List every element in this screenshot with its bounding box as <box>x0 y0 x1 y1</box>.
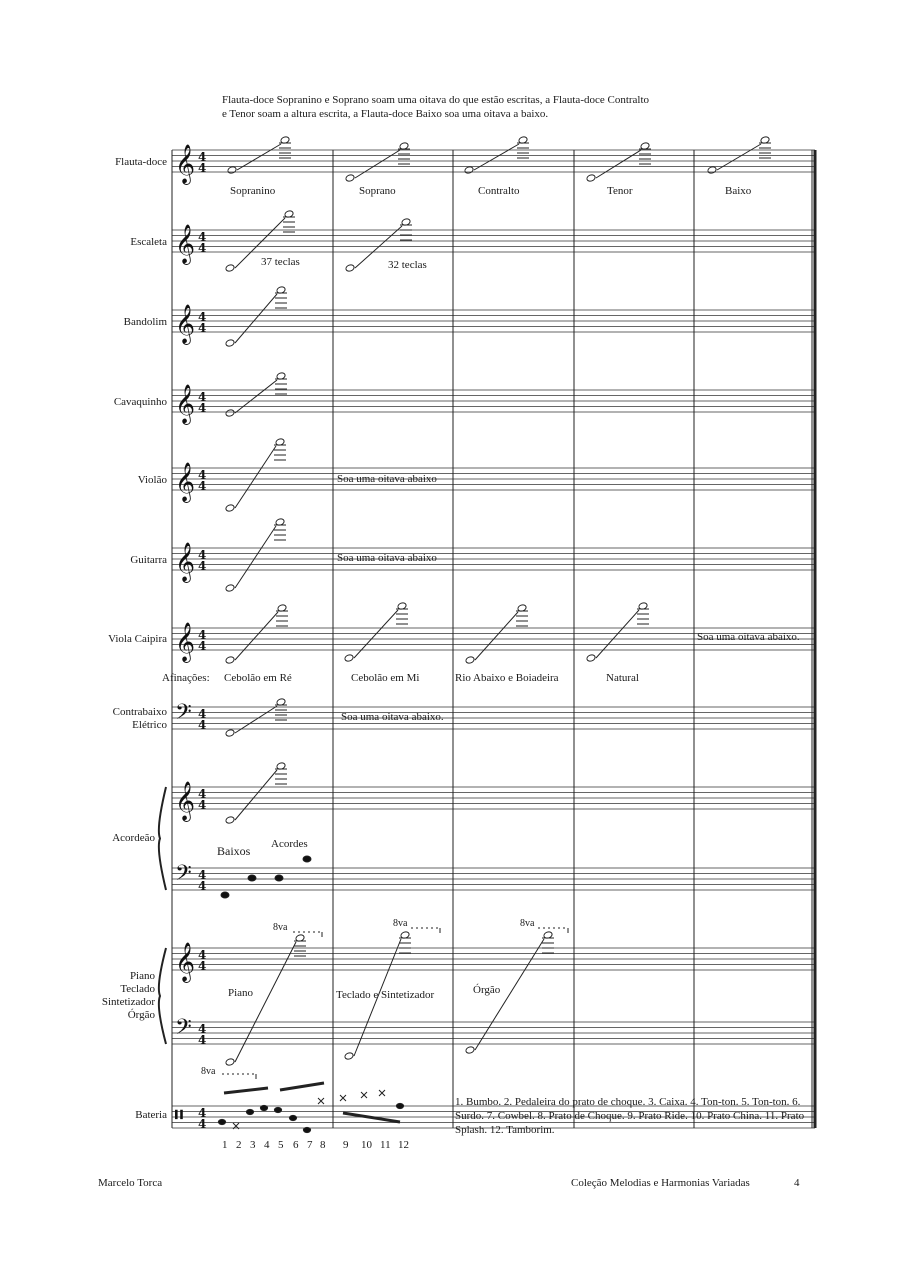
footer-author: Marcelo Torca <box>98 1177 163 1189</box>
drum-note <box>218 1119 225 1124</box>
staff <box>172 548 815 570</box>
header-note <box>222 93 649 121</box>
kbd-teclado-sintetizador: Teclado e Sintetizador <box>336 989 435 1001</box>
range-line <box>354 610 398 658</box>
low-note <box>225 816 235 825</box>
clef-symbol: 𝄞 <box>175 304 196 344</box>
low-note <box>345 264 355 273</box>
drum-number: 5 <box>278 1139 284 1151</box>
time-signature: 4 <box>198 559 207 573</box>
ottava-mark-2: 8va <box>393 918 408 929</box>
range-line <box>235 612 278 660</box>
ottava-mark-1: 8va <box>273 922 288 933</box>
drum-number: 4 <box>264 1139 270 1151</box>
time-signature: 4 <box>198 390 207 404</box>
label-escaleta: Escaleta <box>130 236 167 248</box>
drum-note <box>274 1107 281 1112</box>
low-note <box>225 584 235 593</box>
label-sintetizador: Sintetizador <box>101 996 155 1008</box>
low-note <box>344 1052 354 1061</box>
low-note <box>465 1046 475 1055</box>
time-signature: 4 <box>198 479 207 493</box>
drum-number: 12 <box>398 1139 409 1151</box>
range-line <box>235 446 276 508</box>
staff <box>172 787 815 809</box>
time-signature: 4 <box>198 310 207 324</box>
label-teclado: Teclado <box>120 983 155 995</box>
acordeao-baixos: Baixos <box>217 844 251 858</box>
time-signature: 4 <box>198 1033 207 1047</box>
label-contrabaixo: Contrabaixo <box>112 706 167 718</box>
label-orgao: Órgão <box>127 1009 155 1021</box>
drum-note <box>260 1105 267 1110</box>
range-line <box>596 150 641 178</box>
time-signature: 4 <box>198 718 207 732</box>
low-note <box>225 264 235 273</box>
drum-beam <box>224 1088 268 1093</box>
drum-number: 10 <box>361 1139 372 1151</box>
drum-note <box>289 1115 296 1120</box>
drum-cymbal <box>318 1098 324 1104</box>
guitarra-oitava-abaixo: Soa uma oitava abaixo <box>337 552 437 564</box>
time-signature: 4 <box>198 628 207 642</box>
drum-cymbal <box>361 1092 367 1098</box>
drum-number: 1 <box>222 1139 228 1151</box>
low-note <box>586 654 596 663</box>
drum-note <box>246 1109 253 1114</box>
time-signature: 4 <box>198 150 207 164</box>
time-signature: 4 <box>198 787 207 801</box>
note-37-teclas: 37 teclas <box>261 256 300 268</box>
header-line-1: Flauta-doce Sopranino e Soprano soam uma oitava do que estão escritas, a Flauta-doce Contralto <box>222 94 650 106</box>
label-cavaquinho: Cavaquinho <box>113 396 167 408</box>
time-signature: 4 <box>198 1106 207 1120</box>
label-acordeao: Acordeão <box>112 832 155 844</box>
range-line <box>596 610 639 658</box>
range-line <box>235 770 277 820</box>
low-note <box>464 166 474 175</box>
time-signature: 4 <box>198 548 207 562</box>
clef-symbol: 𝄞 <box>175 224 196 264</box>
staff <box>172 948 815 970</box>
low-note <box>345 174 355 183</box>
clef-symbol: 𝄞 <box>175 781 196 821</box>
time-signature: 4 <box>198 401 207 415</box>
time-signature: 4 <box>198 707 207 721</box>
clef-symbol: 𝄞 <box>175 942 196 982</box>
viola-oitava-abaixo: Soa uma oitava abaixo. <box>697 631 800 643</box>
label-violao: Violão <box>137 474 167 486</box>
drum-cymbal <box>379 1090 385 1096</box>
label-bateria: Bateria <box>135 1109 167 1121</box>
label-viola-caipira: Viola Caipira <box>108 633 167 645</box>
label-bandolim: Bandolim <box>123 316 167 328</box>
time-signature: 4 <box>198 879 207 893</box>
drum-note <box>396 1103 403 1108</box>
kbd-piano: Piano <box>228 987 254 999</box>
bass-note <box>275 875 283 881</box>
clef-symbol: 𝄞 <box>175 622 196 662</box>
ottava-bassa-mark: 8va <box>201 1066 216 1077</box>
afinacao-rio-abaixo: Rio Abaixo e Boiadeira <box>455 672 559 684</box>
staff <box>172 310 815 332</box>
time-signature: 4 <box>198 321 207 335</box>
low-note <box>225 1058 235 1067</box>
low-note <box>225 504 235 513</box>
label-guitarra: Guitarra <box>130 554 167 566</box>
violao-oitava-abaixo: Soa uma oitava abaixo <box>337 473 437 485</box>
bass-note <box>303 856 311 862</box>
page-number: 4 <box>794 1177 800 1189</box>
clef-symbol: 𝄢 <box>175 861 192 891</box>
note-contralto: Contralto <box>478 185 520 197</box>
clef-symbol: 𝄞 <box>175 384 196 424</box>
low-note <box>707 166 717 175</box>
drum-note <box>303 1127 310 1132</box>
drum-number: 2 <box>236 1139 242 1151</box>
range-line <box>235 294 277 343</box>
time-signature: 4 <box>198 161 207 175</box>
staff <box>172 1022 815 1044</box>
note-soprano: Soprano <box>359 185 396 197</box>
drum-legend: 1. Bumbo. 2. Pedaleira do prato de choque. 3. Caixa. 4. Ton-ton. 5. Ton-ton. 6. Surdo. 7. Cowbel. 8. Prato de Choque. 9. Prato Ride. 10. Prato China. 11. Prato Splash. 12. Tamborim. <box>455 1096 805 1136</box>
time-signature: 4 <box>198 241 207 255</box>
staff <box>172 230 815 252</box>
afinacao-natural: Natural <box>606 672 639 684</box>
drum-number: 6 <box>293 1139 299 1151</box>
acordeao-acordes: Acordes <box>271 838 308 850</box>
time-signature: 4 <box>198 948 207 962</box>
clef-symbol: 𝄞 <box>175 144 196 184</box>
time-signature: 4 <box>198 468 207 482</box>
time-signature: 4 <box>198 798 207 812</box>
low-note <box>225 339 235 348</box>
label-piano: Piano <box>129 970 155 982</box>
drum-beam <box>343 1113 400 1122</box>
clef-symbol: 𝄢 <box>175 700 192 730</box>
header-line-2: e Tenor soam a altura escrita, a Flauta-doce Baixo soa uma oitava a baixo. <box>222 108 549 120</box>
time-signature: 4 <box>198 959 207 973</box>
range-line <box>235 380 277 413</box>
note-sopranino: Sopranino <box>230 185 276 197</box>
footer-collection: Coleção Melodias e Harmonias Variadas <box>571 1177 750 1189</box>
afinacao-cebolao-re: Cebolão em Ré <box>224 672 292 684</box>
clef-symbol: 𝄢 <box>175 1015 192 1045</box>
low-note <box>465 656 475 665</box>
brace <box>159 948 166 1044</box>
range-line <box>355 150 400 178</box>
staff <box>172 868 815 890</box>
time-signature: 4 <box>198 230 207 244</box>
drum-number: 3 <box>250 1139 256 1151</box>
drum-number: 11 <box>380 1139 391 1151</box>
time-signature: 4 <box>198 1117 207 1131</box>
note-32-teclas: 32 teclas <box>388 259 427 271</box>
low-note <box>225 409 235 418</box>
drum-number: 9 <box>343 1139 349 1151</box>
note-tenor: Tenor <box>607 185 633 197</box>
drum-cymbal <box>340 1095 346 1101</box>
afinacao-cebolao-mi: Cebolão em Mi <box>351 672 420 684</box>
time-signature: 4 <box>198 1022 207 1036</box>
clef-symbol: 𝄞 <box>175 462 196 502</box>
kbd-orgao: Órgão <box>473 984 501 996</box>
range-line <box>235 526 276 588</box>
low-note <box>227 166 237 175</box>
staff <box>172 707 815 729</box>
label-eletrico: Elétrico <box>132 719 167 731</box>
clef-symbol: 𝄞 <box>175 542 196 582</box>
ottava-mark-3: 8va <box>520 918 535 929</box>
bass-note <box>221 892 229 898</box>
range-line <box>475 612 518 660</box>
time-signature: 4 <box>198 868 207 882</box>
clef-symbol: 𝄥 <box>175 1101 183 1131</box>
drum-number: 7 <box>307 1139 313 1151</box>
drum-beam <box>280 1083 324 1090</box>
low-note <box>225 729 235 738</box>
contrabaixo-oitava-abaixo: Soa uma oitava abaixo. <box>341 711 444 723</box>
afinacoes-label: Afinações: <box>162 672 210 684</box>
label-flauta-doce: Flauta-doce <box>115 156 167 168</box>
low-note <box>344 654 354 663</box>
note-baixo: Baixo <box>725 185 752 197</box>
low-note <box>225 656 235 665</box>
staff <box>172 390 815 412</box>
staff <box>172 468 815 490</box>
brace <box>159 787 166 890</box>
drum-number: 8 <box>320 1139 326 1151</box>
low-note <box>586 174 596 183</box>
bass-note <box>248 875 256 881</box>
time-signature: 4 <box>198 639 207 653</box>
